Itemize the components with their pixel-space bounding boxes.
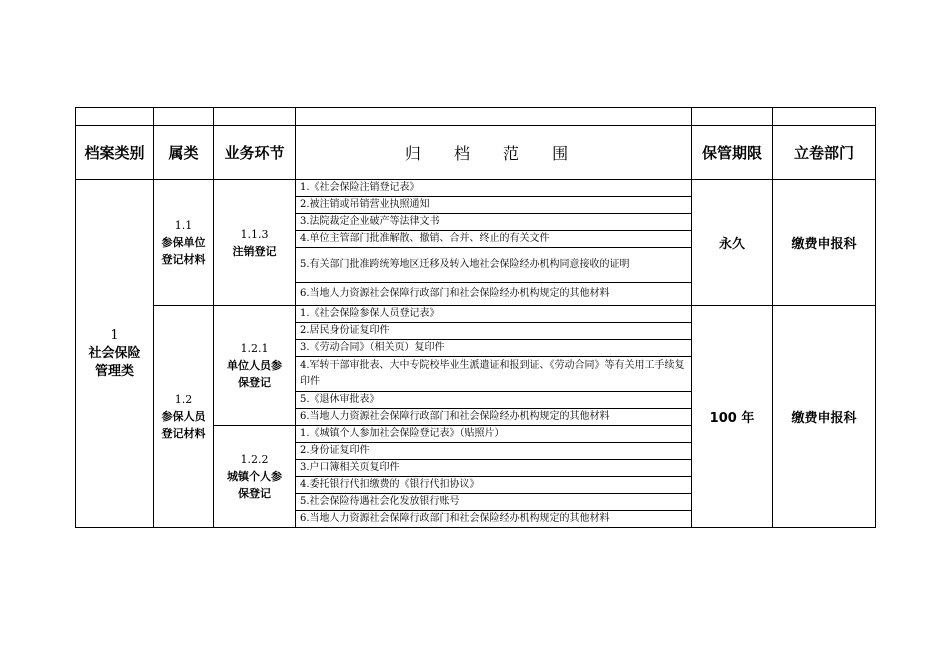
scope-item: 5.有关部门批准跨统筹地区迁移及转入地社会保险经办机构同意接收的证明: [296, 248, 692, 283]
stage-name-line1: 城镇个人参: [227, 470, 282, 483]
archive-scope-table: [75, 107, 876, 528]
scope-item: 3.户口簿相关页复印件: [296, 460, 692, 477]
stage-name-line1: 注销登记: [232, 244, 277, 258]
scope-item: 1.《社会保险参保人员登记表》: [296, 306, 692, 323]
category-code: 1: [110, 327, 119, 343]
stage-cell-1-2-2: [214, 426, 296, 528]
scope-item: 5.社会保险待遇社会化发放银行账号: [296, 494, 692, 511]
class-name-line1: 参保单位: [161, 236, 206, 249]
department-cell-1-1: 缴费申报科: [773, 180, 876, 306]
stage-name-line2: 保登记: [238, 376, 271, 389]
header-stage: 业务环节: [214, 126, 296, 180]
scope-item: 4.委托银行代扣缴费的《银行代扣协议》: [296, 477, 692, 494]
category-name-line1: 社会保险: [88, 345, 141, 361]
stage-name-line1: 单位人员参: [227, 359, 282, 372]
scope-item: 1.《城镇个人参加社会保险登记表》（贴照片）: [296, 426, 692, 443]
class-code: 1.2: [174, 393, 193, 406]
scope-item: 2.身份证复印件: [296, 443, 692, 460]
scope-item: 6.当地人力资源社会保障行政部门和社会保险经办机构规定的其他材料: [296, 283, 692, 306]
stage-cell-1-1-3: [214, 180, 296, 306]
scope-item: 5.《退休审批表》: [296, 392, 692, 409]
class-cell-1-2: [154, 306, 214, 528]
class-code: 1.1: [174, 219, 193, 232]
retention-cell-1-1: 永久: [692, 180, 773, 306]
scope-item: 3.《劳动合同》（相关页）复印件: [296, 340, 692, 357]
class-name-line2: 登记材料: [161, 253, 206, 266]
header-retention: 保管期限: [692, 126, 773, 180]
scope-item: 2.居民身份证复印件: [296, 323, 692, 340]
scope-item: 1.《社会保险注销登记表》: [296, 180, 692, 197]
class-cell-1-1: [154, 180, 214, 306]
table-row: [76, 180, 876, 197]
scope-item: 3.法院裁定企业破产等法律文书: [296, 214, 692, 231]
scope-item: 6.当地人力资源社会保障行政部门和社会保险经办机构规定的其他材料: [296, 511, 692, 528]
table-row: [76, 306, 876, 323]
category-cell: [76, 180, 154, 528]
blank-top-row: [76, 108, 876, 126]
header-class: 属类: [154, 126, 214, 180]
scope-item: 4.单位主管部门批准解散、撤销、合并、终止的有关文件: [296, 231, 692, 248]
stage-code: 1.2.1: [240, 342, 269, 355]
category-name-line2: 管理类: [94, 363, 134, 379]
header-scope: 归 档 范 围: [296, 126, 692, 180]
class-name-line1: 参保人员: [161, 410, 206, 423]
header-category: 档案类别: [76, 126, 154, 180]
retention-cell-1-2: 100 年: [692, 306, 773, 528]
stage-cell-1-2-1: [214, 306, 296, 426]
scope-item: 4.军转干部审批表、大中专院校毕业生派遣证和报到证、《劳动合同》等有关用工手续复印件: [296, 357, 692, 392]
department-cell-1-2: 缴费申报科: [773, 306, 876, 528]
class-name-line2: 登记材料: [161, 427, 206, 440]
header-row: [76, 126, 876, 180]
stage-name-line2: 保登记: [238, 487, 271, 500]
stage-code: 1.1.3: [240, 227, 269, 241]
stage-code: 1.2.2: [240, 453, 269, 466]
header-department: 立卷部门: [773, 126, 876, 180]
scope-item: 6.当地人力资源社会保障行政部门和社会保险经办机构规定的其他材料: [296, 409, 692, 426]
scope-item: 2.被注销或吊销营业执照通知: [296, 197, 692, 214]
